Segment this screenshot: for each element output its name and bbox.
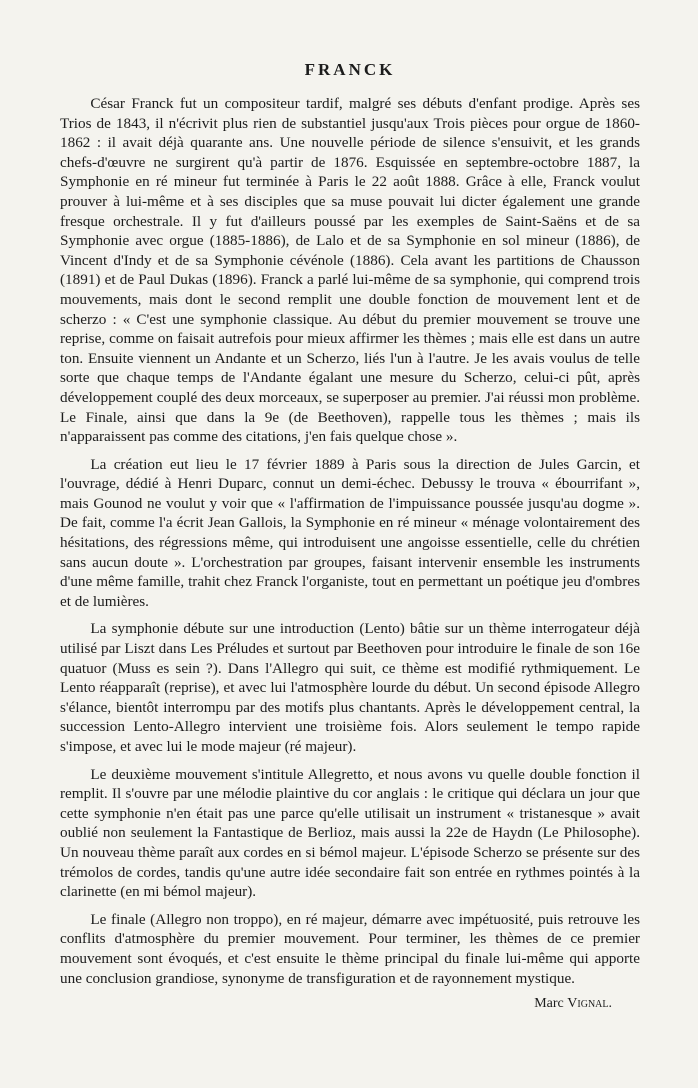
author-signature [60,996,640,1012]
paragraph-4: Le deuxième mouvement s'intitule Allegretto, et nous avons vu quelle double fonction il remplit. Il s'ouvre par une mélodie plaintive du cor anglais : le critique qui déclara un jour que cette symphonie n'en était pas une parce qu'elle utilisait un instrument « tristanesque » avait oublié non seulement la Fantastique de Berlioz, mais aussi la 22e de Haydn (Le Philosophe). Un nouveau thème paraît aux cordes en si bémol majeur. L'épisode Scherzo se présente sur des trémolos de cordes, tandis qu'une autre idée secondaire fait son entrée en rythmes pointés à la clarinette (en mi bémol majeur). [60,765,640,901]
program-note-page [60,60,640,1012]
page-title: FRANCK [304,60,396,79]
author-first-name: Marc [534,996,564,1012]
paragraph-2: La création eut lieu le 17 février 1889 à Paris sous la direction de Jules Garcin, et l'ouvrage, dédié à Henri Duparc, connut un demi-échec. Debussy le trouva « ébourrifant », mais Gounod ne voulut y voir que « l'affirmation de l'impuissance poussée jusqu'au dogme ». De fait, comme l'a écrit Jean Gallois, la Symphonie en ré mineur « ménage volontairement des hésitations, des régressions même, qui introduisent une angoisse essentielle, celle du chrétien sans aucun doute ». L'orchestration par groupes, faisant intervenir ensemble les instruments d'une même famille, trahit chez Franck l'organiste, tout en permettant un poétique jeu d'ombres et de lumières. [60,455,640,610]
paragraph-3: La symphonie débute sur une introduction (Lento) bâtie sur un thème interrogateur déjà utilisé par Liszt dans Les Préludes et surtout par Beethoven pour introduire le finale de son 16e quatuor (Muss es sein ?). Dans l'Allegro qui suit, ce thème est modifié rythmiquement. Le Lento réapparaît (reprise), et avec lui l'atmosphère lourde du début. Un second épisode Allegro s'élance, bientôt interrompu par des motifs plus chantants. Après le développement central, la succession Lento-Allegro intervient une troisième fois. Alors seulement le tempo rapide s'impose, et avec lui le mode majeur (ré majeur). [60,620,640,755]
author-last-name: Vignal. [567,996,612,1012]
paragraph-1: César Franck fut un compositeur tardif, malgré ses débuts d'enfant prodige. Après ses Trios de 1843, il n'écrivit plus rien de substantiel jusqu'aux Trois pièces pour orgue de 1860-1862 : il avait déjà quarante ans. Une nouvelle période de silence s'ensuivit, et les grands chefs-d'œuvre ne surgirent qu'à partir de 1876. Esquissée en septembre-octobre 1887, la Symphonie en ré mineur fut terminée à Paris le 22 août 1888. Grâce à elle, Franck voulut prouver à lui-même et à ses disciples que sa muse pouvait lui dicter également une grande fresque orchestrale. Il y fut d'ailleurs poussé par les exemples de Saint-Saëns et de sa Symphonie avec orgue (1885-1886), de Lalo et de sa Symphonie en sol mineur (1886), de Vincent d'Indy et de sa Symphonie cévénole (1886). Cela avant les partitions de Chausson (1891) et de Paul Dukas (1896). Franck a parlé lui-même de sa symphonie, qui comprend trois mouvements, mais dont le second remplit une double fonction de mouvement lent et de scherzo : « C'est une symphonie classique. Au début du premier mouvement se trouve une reprise, comme on faisait autrefois pour mieux affirmer les thèmes ; mais elle est dans un autre ton. Ensuite viennent un Andante et un Scherzo, liés l'un à l'autre. Je les avais voulus de telle sorte que chaque temps de l'Andante égalant une mesure du Scherzo, celui-ci pût, après développement couplé des deux morceaux, se superposer au premier. J'ai réussi mon problème. Le Finale, ainsi que dans la 9e (de Beethoven), rappelle tous les thèmes ; mais ils n'apparaissent pas comme des citations, j'en fais quelque chose ». [60,95,640,446]
paragraph-5: Le finale (Allegro non troppo), en ré majeur, démarre avec impétuosité, puis retrouve les conflits d'atmosphère du premier mouvement. Pour terminer, les thèmes de ce premier mouvement sont évoqués, et c'est ensuite le thème principal du finale lui-même qui apporte une conclusion grandiose, synonyme de transfiguration et de rayonnement mystique. [60,910,640,987]
